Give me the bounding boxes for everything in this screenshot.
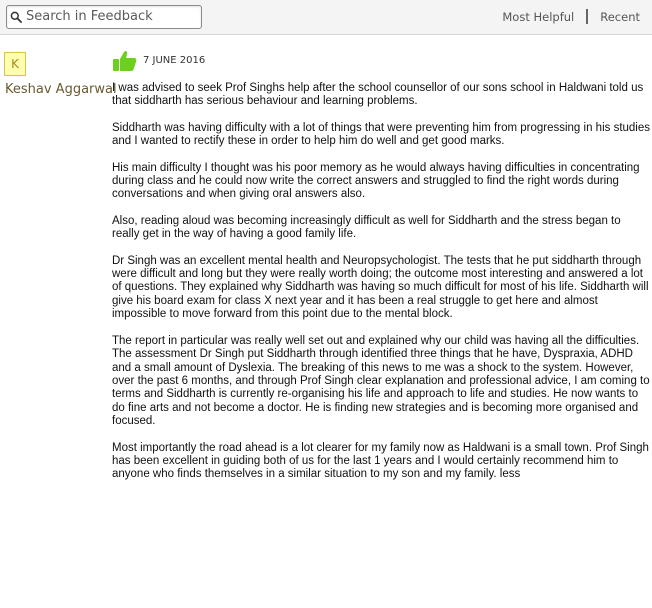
review-paragraph: Also, reading aloud was becoming increasingly difficult as well for Siddharth and the stress began to really get in the way of having a good family life. (112, 214, 621, 241)
search-box[interactable] (6, 5, 202, 29)
avatar: K (4, 52, 26, 76)
search-icon (10, 11, 22, 23)
review-paragraph: His main difficulty I thought was his poor memory as he would always having difficulties in concentrating during class and he could now write the correct answers and struggled to find the right words during conversations and when giving oral answers also. (112, 161, 640, 201)
review-body (112, 82, 650, 495)
sort-divider (586, 9, 588, 24)
sort-most-helpful[interactable]: Most Helpful (502, 9, 575, 24)
review-paragraph-text: Most importantly the road ahead is a lot clearer for my family now as Haldwani is a small town. Prof Singh has been excellent in guiding both of us for the last 1 years and I would certainly recommend him to anyone who finds themselves in a similar situation to my son and my family. (112, 441, 649, 481)
review-paragraph: Dr Singh was an excellent mental health and Neuropsychologist. The tests that he put siddharth through were difficult and long but they were really worth doing; the outcome most interesting and answered a lot of questions. They explained why Siddharth was having so much difficult for most of his life. Siddharth will give his board exam for class X next year and it has been a real struggle to get here and almost impossible to move forward from this point due to the mental block. (112, 254, 649, 321)
review-date: 7 JUNE 2016 (143, 55, 206, 66)
sort-recent[interactable]: Recent (600, 9, 640, 24)
search-input[interactable] (26, 7, 196, 25)
review-paragraph: The report in particular was really well set out and explained why our child was having all the difficulties. The assessment Dr Singh put Siddharth through identified three things that he have, Dyspraxia, ADHD and a small amount of Dyslexia. The breaking of this news to me was a shock to the system. However, over the past 6 months, and through Prof Singh clear explanation and professional advice, I am coming to terms and Siddharth is currently re-organising his life and approach to life and studies. He now wants to do fine arts and not become a doctor. He is finding new strategies and is becoming more organised and focused. (112, 334, 650, 428)
review-paragraph: I was advised to seek Prof Singhs help after the school counsellor of our sons school in Haldwani told us that siddharth has serious behaviour and learning problems. (112, 82, 644, 108)
feedback-toolbar (0, 0, 652, 35)
review-paragraph-last (112, 442, 650, 482)
reviewer-name: Keshav Aggarwal (5, 82, 117, 97)
less-link[interactable]: less (499, 468, 521, 481)
review-paragraph: Siddharth was having difficulty with a lot of things that were preventing him from progressing in his studies and I wanted to rectify these in order to help him do well and get good marks. (112, 121, 651, 148)
thumbs-up-icon (113, 50, 137, 72)
sort-options (502, 9, 640, 24)
